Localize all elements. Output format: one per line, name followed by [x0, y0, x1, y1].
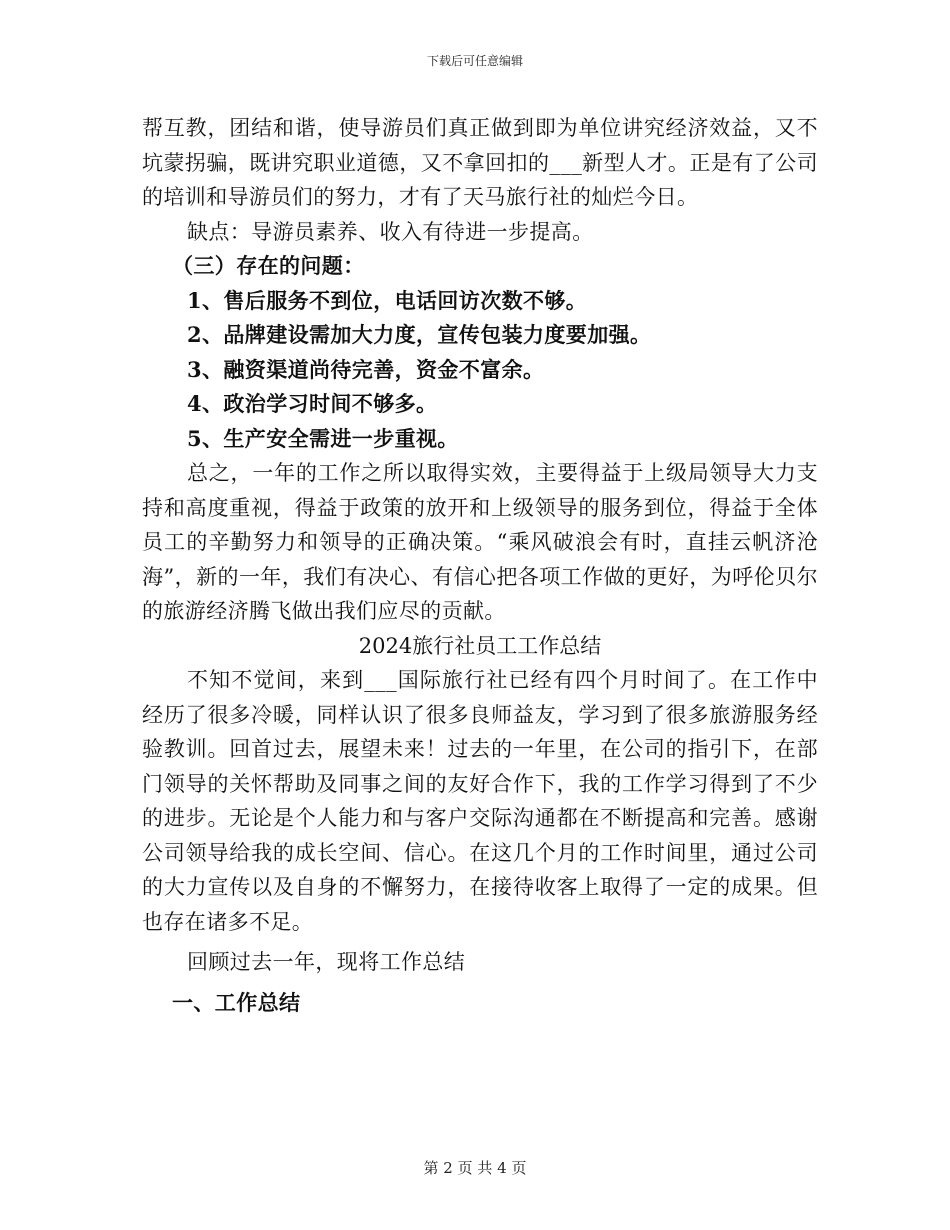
paragraph-conclusion: 总之，一年的工作之所以取得实效，主要得益于上级局领导大力支持和高度重视，得益于政策的放开和上级领导的服务到位，得益于全体员工的辛勤努力和领导的正确决策。“乘风破浪会有时，直挂云帆济沧海”，新的一年，我们有决心、有信心把各项工作做的更好，为呼伦贝尔的旅游经济腾飞做出我们应尽的贡献。 [142, 461, 818, 623]
problem-item-4: 4、政治学习时间不够多。 [187, 391, 438, 416]
document-title: 2024旅行社员工工作总结 [358, 633, 602, 658]
problem-item-3: 3、融资渠道尚待完善，资金不富余。 [187, 356, 545, 382]
document-body [142, 111, 818, 1020]
page-header: 下载后可任意编辑 [426, 54, 523, 68]
section-heading-problems: （三）存在的问题： [172, 253, 365, 278]
paragraph-continuation: 帮互教，团结和谐，使导游员们真正做到即为单位讲究经济效益，又不坑蒙拐骗，既讲究职业道德，又不拿回扣的___新型人才。正是有了公司的培训和导游员们的努力，才有了天马旅行社的灿烂今日。 [142, 116, 818, 209]
paragraph-review: 回顾过去一年，现将工作总结 [187, 950, 466, 974]
problem-item-2: 2、品牌建设需加大力度，宣传包装力度要加强。 [187, 322, 652, 347]
problem-item-1: 1、售后服务不到位，电话回访次数不够。 [187, 287, 588, 313]
section-heading-work-summary: 一、工作总结 [172, 989, 301, 1015]
paragraph-intro: 不知不觉间，来到___国际旅行社已经有四个月时间了。在工作中经历了很多冷暖，同样认识了很多良师益友，学习到了很多旅游服务经验教训。回首过去，展望未来！过去的一年里，在公司的指引下，在部门领导的关怀帮助及同事之间的友好合作下，我的工作学习得到了不少的进步。无论是个人能力和与客户交际沟通都在不断提高和完善。感谢公司领导给我的成长空间、信心。在这几个月的工作时间里，通过公司的大力宣传以及自身的不懈努力，在接待收客上取得了一定的成果。但也存在诸多不足。 [142, 668, 818, 934]
page-footer: 第 2 页 共 4 页 [423, 1159, 527, 1177]
problem-item-5: 5、生产安全需进一步重视。 [187, 425, 459, 451]
paragraph-shortcomings: 缺点：导游员素养、收入有待进一步提高。 [187, 219, 594, 244]
